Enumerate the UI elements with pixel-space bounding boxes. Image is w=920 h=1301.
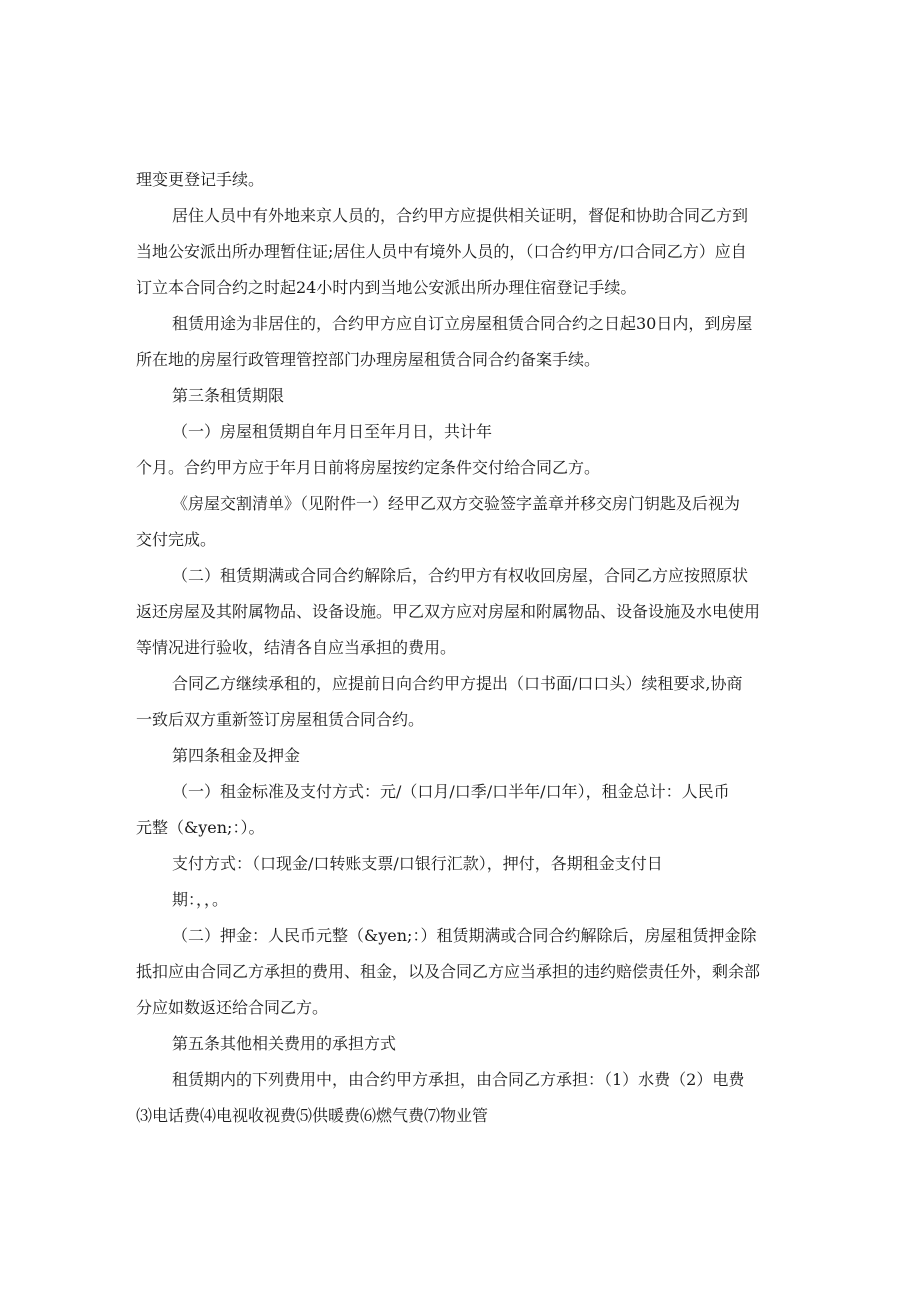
document-line: （二）租赁期满或合同合约解除后，合约甲方有权收回房屋，合同乙方应按照原状 <box>172 566 749 585</box>
document-line: 等情况进行验收，结清各自应当承担的费用。 <box>136 638 457 657</box>
document-line: ⑶电话费⑷电视收视费⑸供暖费⑹燃气费⑺物业管 <box>136 1106 489 1125</box>
document-line: 居住人员中有外地来京人员的，合约甲方应提供相关证明，督促和协助合同乙方到 <box>172 206 749 225</box>
document-line: 租赁用途为非居住的，合约甲方应自订立房屋租赁合同合约之日起30日内，到房屋 <box>172 314 753 333</box>
document-line: 元整（&yen;：）。 <box>136 818 265 837</box>
document-line: 个月。合约甲方应于年月日前将房屋按约定条件交付给合同乙方。 <box>136 458 601 477</box>
document-line: 当地公安派出所办理暂住证;居住人员中有境外人员的，（口合约甲方/口合同乙方）应自 <box>136 242 747 261</box>
document-line: 第四条租金及押金 <box>172 746 301 765</box>
document-line: 支付方式：（口现金/口转账支票/口银行汇款），押付，各期租金支付日 <box>172 854 663 873</box>
document-line: （一）房屋租赁期自年月日至年月日，共计年 <box>172 422 493 441</box>
document-body <box>136 162 796 1134</box>
document-line: 所在地的房屋行政管理管控部门办理房屋租赁合同合约备案手续。 <box>136 350 601 369</box>
document-line: 期：，，。 <box>172 890 229 909</box>
document-line: 分应如数返还给合同乙方。 <box>136 998 329 1017</box>
document-line: 租赁期内的下列费用中，由合约甲方承担，由合同乙方承担：（1）水费（2）电费 <box>172 1070 745 1089</box>
document-line: 订立本合同合约之时起24小时内到当地公安派出所办理住宿登记手续。 <box>136 278 637 297</box>
document-line: （二）押金：人民币元整（&yen;：）租赁期满或合同合约解除后，房屋租赁押金除 <box>172 926 757 945</box>
document-line: 返还房屋及其附属物品、设备设施。甲乙双方应对房屋和附属物品、设备设施及水电使用 <box>136 602 761 621</box>
document-line: 第三条租赁期限 <box>172 386 285 405</box>
document-line: 第五条其他相关费用的承担方式 <box>172 1034 397 1053</box>
document-line: 合同乙方继续承租的，应提前日向合约甲方提出（口书面/口口头）续租要求,协商 <box>172 674 743 693</box>
document-line: 抵扣应由合同乙方承担的费用、租金，以及合同乙方应当承担的违约赔偿责任外，剩余部 <box>136 962 761 981</box>
document-line: （一）租金标准及支付方式：元/（口月/口季/口半年/口年），租金总计：人民币 <box>172 782 730 801</box>
document-line: 交付完成。 <box>136 530 217 549</box>
document-line: 理变更登记手续。 <box>136 170 265 189</box>
document-line: 《房屋交割清单》（见附件一）经甲乙双方交验签字盖章并移交房门钥匙及后视为 <box>172 494 741 513</box>
document-line: 一致后双方重新签订房屋租赁合同合约。 <box>136 710 425 729</box>
